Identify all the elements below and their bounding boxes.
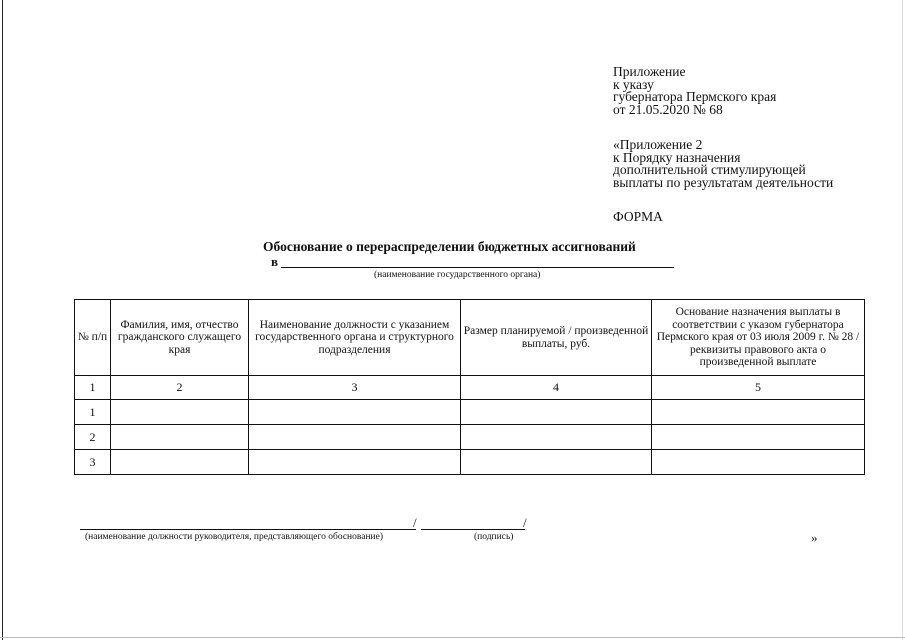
cell-position[interactable] <box>249 425 461 450</box>
cell-position[interactable] <box>249 400 461 425</box>
header-basis: Основание назначения выплаты в соответствии с указом губернатора Пермского края от 03 июля 2009 г. № 28 / реквизиты правового акта о произведенной выплате <box>652 300 865 376</box>
column-number: 1 <box>75 376 111 400</box>
position-signature-line <box>80 529 416 530</box>
form-table <box>74 299 865 475</box>
appendix2-line: «Приложение 2 <box>613 137 703 152</box>
appendix2-line: дополнительной стимулирующей <box>613 162 806 177</box>
header-position: Наименование должности с указанием государственного органа и структурного подразделения <box>249 300 461 376</box>
column-number: 5 <box>652 376 865 400</box>
page-edge-left <box>2 0 3 640</box>
cell-position[interactable] <box>249 450 461 475</box>
cell-name[interactable] <box>111 400 249 425</box>
header-number: № п/п <box>75 300 111 376</box>
column-number-row <box>75 376 865 400</box>
cell-basis[interactable] <box>652 425 865 450</box>
page-edge-right <box>902 0 903 640</box>
table-header-row <box>75 300 865 376</box>
table-row <box>75 425 865 450</box>
appendix-block <box>613 66 776 116</box>
appendix-line: Приложение <box>613 64 686 79</box>
signature-line <box>421 529 525 530</box>
cell-amount[interactable] <box>461 425 652 450</box>
table-row <box>75 400 865 425</box>
appendix-line: от 21.05.2020 № 68 <box>613 101 723 117</box>
document-title: Обоснование о перераспределении бюджетных ассигнований <box>263 239 636 254</box>
position-caption: (наименование должности руководителя, представляющего обоснование) <box>85 532 383 542</box>
table-row <box>75 450 865 475</box>
appendix2-line: выплаты по результатам деятельности <box>613 174 834 190</box>
row-number: 3 <box>75 450 111 475</box>
closing-quote: » <box>811 530 818 545</box>
column-number: 2 <box>111 376 249 400</box>
cell-amount[interactable] <box>461 450 652 475</box>
cell-basis[interactable] <box>652 400 865 425</box>
row-number: 2 <box>75 425 111 450</box>
signature-caption: (подпись) <box>474 532 514 542</box>
cell-amount[interactable] <box>461 400 652 425</box>
org-prefix: в <box>271 254 279 269</box>
page-edge-bottom <box>0 637 905 638</box>
appendix2-block <box>613 139 833 189</box>
column-number: 3 <box>249 376 461 400</box>
cell-basis[interactable] <box>652 450 865 475</box>
row-number: 1 <box>75 400 111 425</box>
form-label: ФОРМА <box>613 209 663 224</box>
column-number: 4 <box>461 376 652 400</box>
header-name: Фамилия, имя, отчество гражданского служащего края <box>111 300 249 376</box>
appendix2-line: к Порядку назначения <box>613 149 741 165</box>
org-caption: (наименование государственного органа) <box>374 270 541 280</box>
cell-name[interactable] <box>111 425 249 450</box>
signature-slash: / <box>413 515 417 530</box>
appendix-line: губернатора Пермского края <box>613 89 777 104</box>
header-amount: Размер планируемой / произведенной выплаты, руб. <box>461 300 652 376</box>
org-name-line <box>281 267 674 268</box>
cell-name[interactable] <box>111 450 249 475</box>
signature-slash: / <box>523 515 527 530</box>
appendix-line: к указу <box>613 76 654 92</box>
